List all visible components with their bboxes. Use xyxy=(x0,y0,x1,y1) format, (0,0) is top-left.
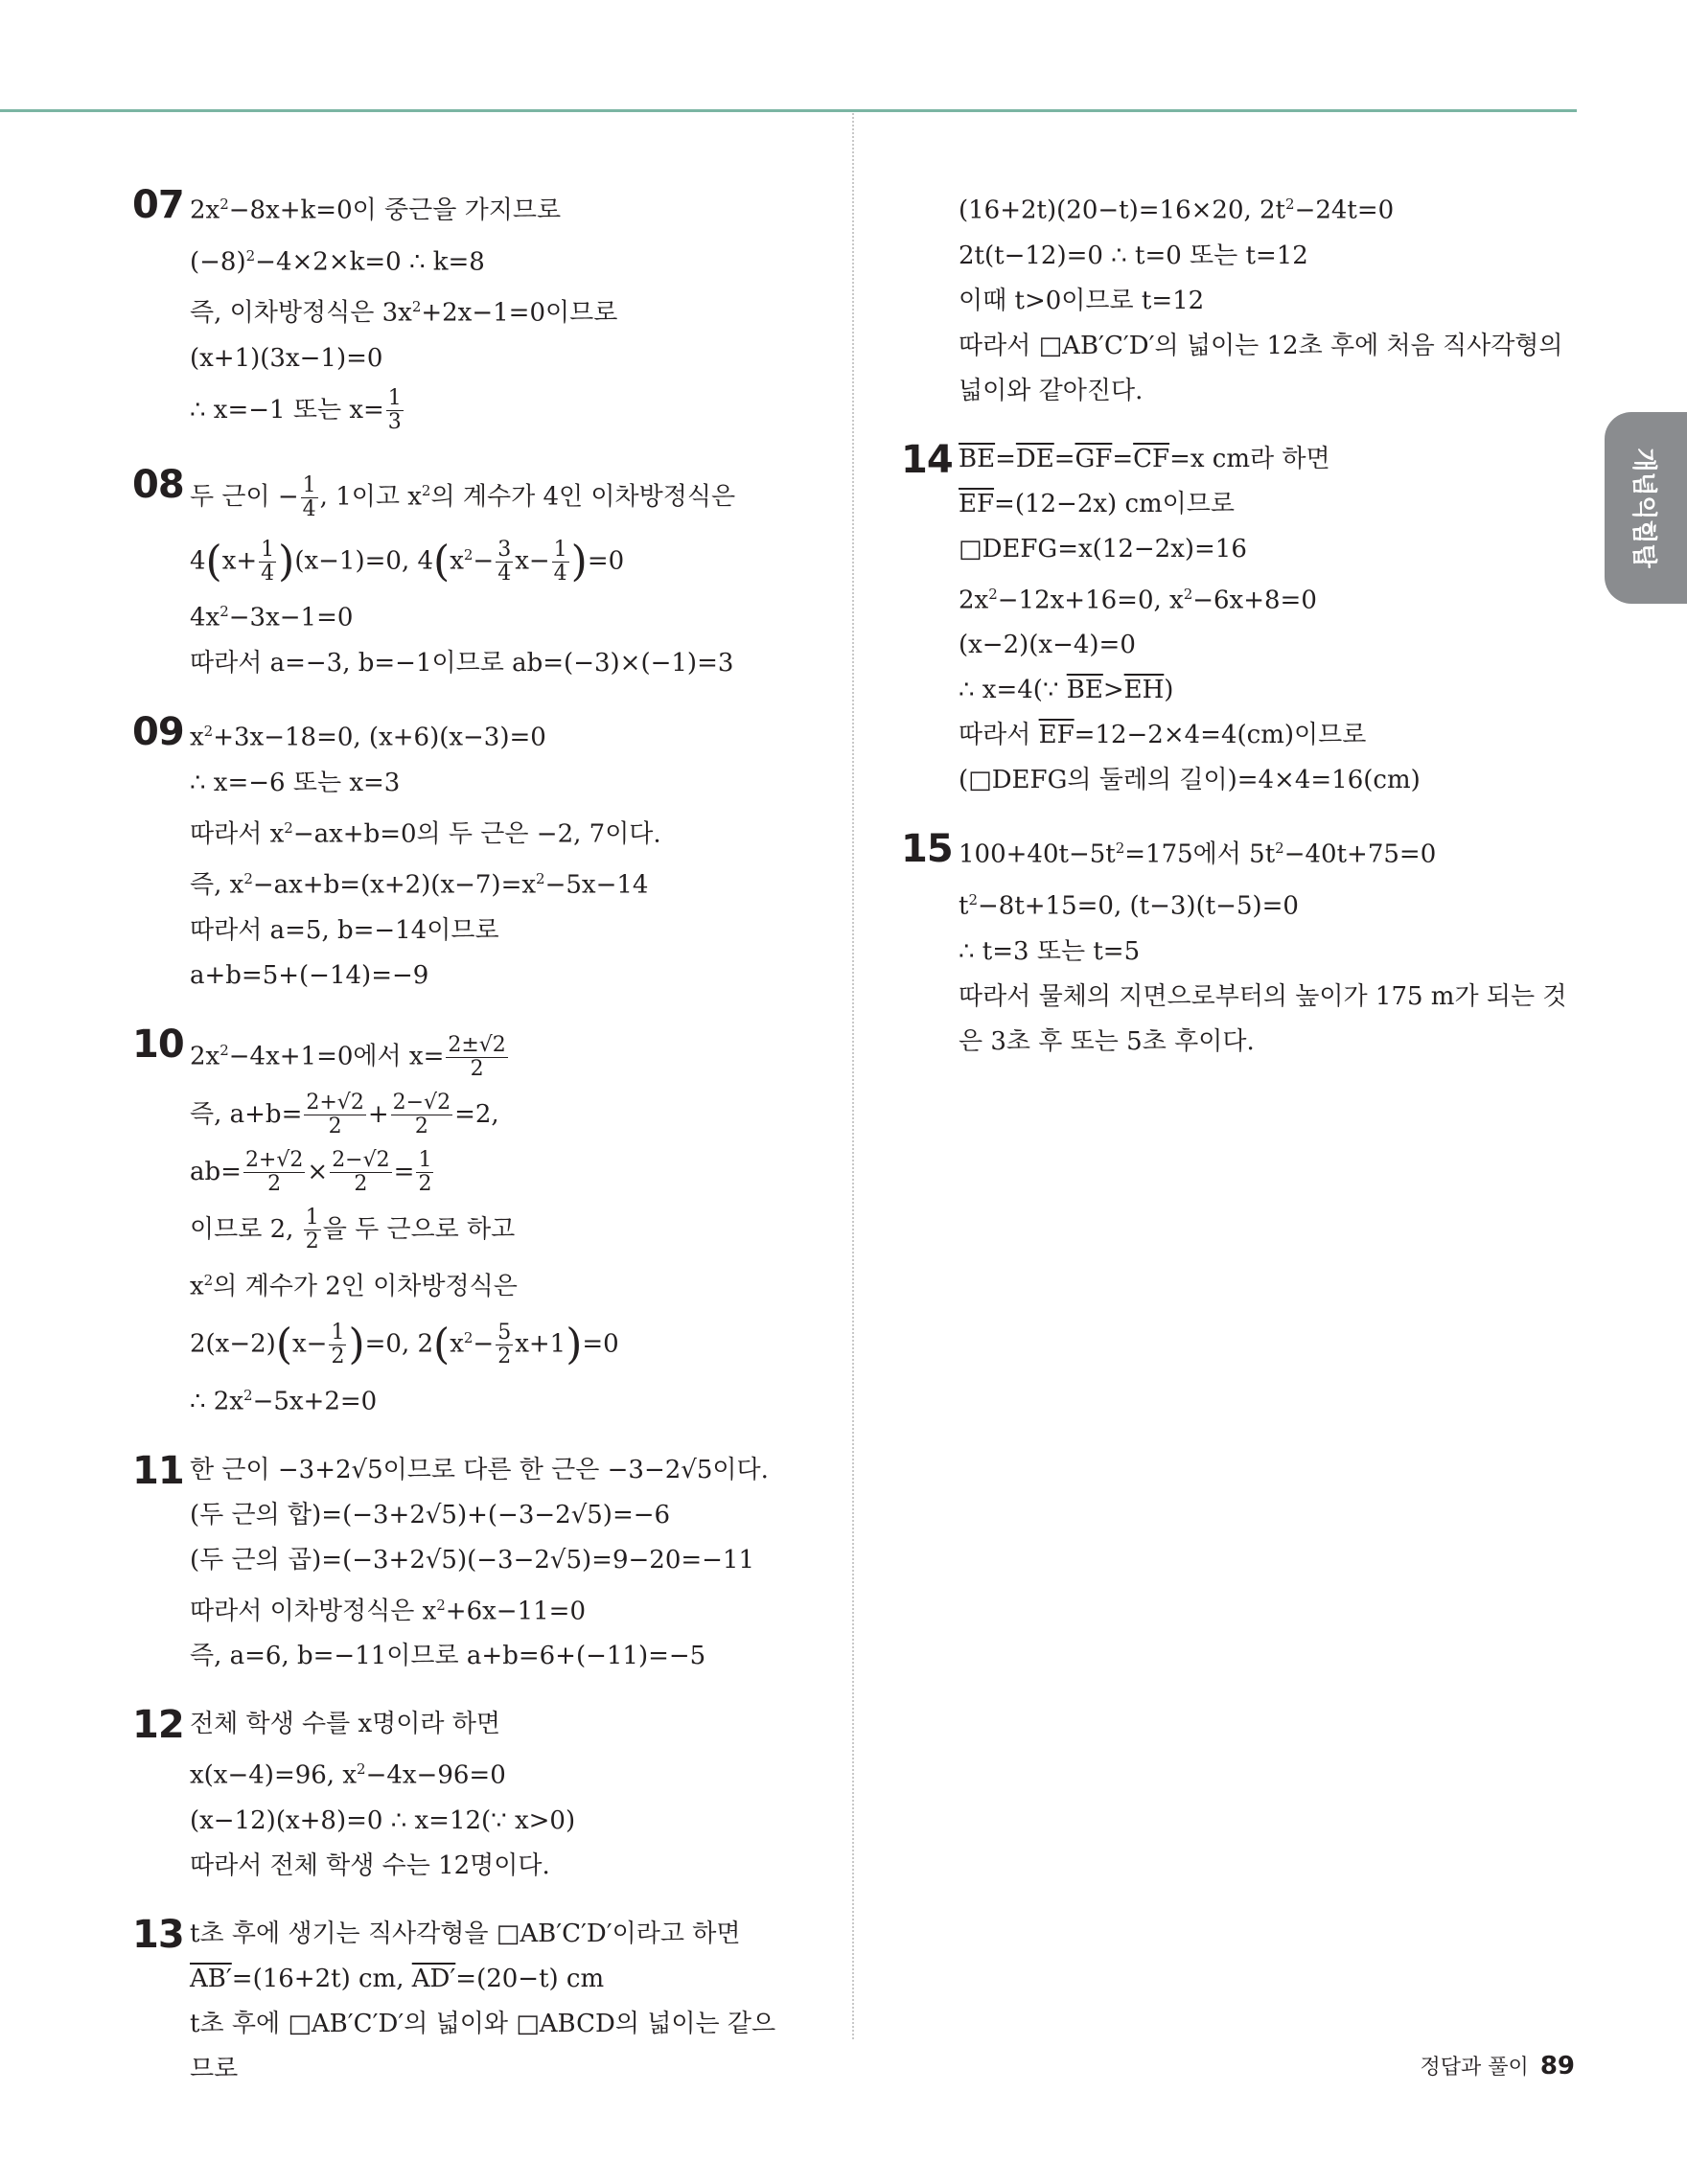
solution-line: $4x^2-3x-1=0$ xyxy=(190,603,354,632)
solution-line: ∴ $2x^2-5x+2=0$ xyxy=(190,1386,378,1416)
fraction: $\frac{2+√2}{2}$ xyxy=(306,1091,364,1139)
problem-number: 13 xyxy=(132,1912,184,1957)
fraction: $\frac{2+√2}{2}$ xyxy=(244,1148,304,1197)
fraction: $\frac{2-√2}{2}$ xyxy=(332,1148,390,1197)
solution-line: ∴ x=−1 또는 x= $\frac{1}{3}$ xyxy=(190,386,402,435)
solution-line: a+b=5+(−14)=−9 xyxy=(190,960,429,990)
problem-13-continued xyxy=(901,182,1582,414)
solution-line: 따라서 $x^2-ax+b=0$의 두 근은 −2, 7이다. xyxy=(190,818,661,849)
left-column xyxy=(132,182,822,2115)
problem-11 xyxy=(132,1448,822,1680)
solution-line: 넓이와 같아진다. xyxy=(959,376,1144,405)
solution-line: 따라서 a=−3, b=−1이므로 ab=(−3)×(−1)=3 xyxy=(190,648,734,678)
problem-number: 07 xyxy=(132,183,184,227)
solution-line: 이때 t>0이므로 t=12 xyxy=(959,286,1205,315)
solution-line: (두 근의 합)=(−3+2√5)+(−3−2√5)=−6 xyxy=(190,1500,671,1529)
fraction: $\frac{1}{2}$ xyxy=(305,1206,319,1254)
right-column xyxy=(901,182,1582,1088)
column-divider xyxy=(852,113,854,2039)
solution-line: (x+1)(3x−1)=0 xyxy=(190,343,383,373)
solution-line: ∴ x=−6 또는 x=3 xyxy=(190,768,401,797)
solution-line: t초 후에 생기는 직사각형을 □AB′C′D′이라고 하면 xyxy=(190,1919,741,1948)
fraction: $\frac{1}{4}$ xyxy=(553,537,567,586)
solution-line: 즉, $x^2-ax+b=(x+2)(x-7)=x^2-5x-14$ xyxy=(190,870,649,900)
solution-line: 즉, 이차방정식은 $3x^2+2x-1=0$이므로 xyxy=(190,298,618,328)
solution-line: 따라서 물체의 지면으로부터의 높이가 175 m가 되는 것 xyxy=(959,981,1567,1011)
solution-line: 한 근이 −3+2√5이므로 다른 한 근은 −3−2√5이다. xyxy=(190,1455,769,1484)
solution-line: 따라서 이차방정식은 $x^2+6x-11=0$ xyxy=(190,1596,586,1626)
problem-number: 09 xyxy=(132,709,184,754)
solution-line: 2(x−2)(x− $\frac{1}{2}$ )=0, $2(x^2-$ $\frac{5}{2}$ x+1)=0 xyxy=(190,1320,619,1369)
solution-line: $100+40t-5t^2=175$에서 $5t^2-40t+75=0$ xyxy=(959,839,1437,869)
solution-line: $\overline{EF}=(12-2x)$ cm이므로 xyxy=(959,489,1236,518)
fraction: $\frac{3}{4}$ xyxy=(497,537,512,586)
fraction: $\frac{1}{3}$ xyxy=(387,386,402,435)
solution-line: 므로 xyxy=(190,2054,239,2083)
solution-line: $2x^2-8x+k=0$이 중근을 가지므로 xyxy=(190,195,562,225)
solution-line: $t^2-8t+15=0$, (t−3)(t−5)=0 xyxy=(959,890,1299,921)
solution-line: 따라서 $\overline{EF}=12-2\times 4=4(cm)$이므로 xyxy=(959,721,1367,750)
page-number: 89 xyxy=(1539,2052,1575,2081)
problem-09 xyxy=(132,709,822,999)
solution-line: $2x^2-12x+16=0$, $x^2-6x+8=0$ xyxy=(959,585,1317,615)
footer-label: 정답과 풀이 xyxy=(1420,2056,1529,2080)
solution-line: AB′=(16+2t) cm, AD′=(20−t) cm xyxy=(190,1964,605,1993)
problem-number: 10 xyxy=(132,1022,184,1067)
solution-line: 은 3초 후 또는 5초 후이다. xyxy=(959,1026,1255,1056)
solution-line: 따라서 a=5, b=−14이므로 xyxy=(190,915,499,945)
fraction: $\frac{1}{4}$ xyxy=(302,473,316,522)
problem-13 xyxy=(132,1912,822,2092)
problem-07 xyxy=(132,182,822,439)
solution-line: (□DEFG의 둘레의 길이)=4×4=16(cm) xyxy=(959,766,1421,795)
problem-12 xyxy=(132,1702,822,1889)
solution-line: (x−12)(x+8)=0 ∴ x=12(∵ x>0) xyxy=(190,1805,576,1835)
fraction: $\frac{2-√2}{2}$ xyxy=(392,1091,451,1139)
solution-line: $x^2+3x-18=0$, (x+6)(x−3)=0 xyxy=(190,722,546,752)
solution-line: (16+2t)(20−t)=16×20, $2t^2-24t=0$ xyxy=(959,195,1395,225)
solution-line: ab= $\frac{2+√2}{2}$ × $\frac{2-√2}{2}$ = $\frac{1}{2}$ xyxy=(190,1148,432,1197)
problem-number: 14 xyxy=(901,437,953,482)
fraction: $\frac{2\pm√2}{2}$ xyxy=(448,1033,506,1082)
problem-number: 12 xyxy=(132,1703,184,1748)
problem-15 xyxy=(901,826,1582,1064)
solution-line: 2t(t−12)=0 ∴ t=0 또는 t=12 xyxy=(959,241,1308,270)
problem-number: 11 xyxy=(132,1448,184,1493)
header-rule xyxy=(0,109,1577,112)
solution-line: ∴ x=4(∵ $\overline{BE}>\overline{EH}$) xyxy=(959,676,1174,705)
fraction: $\frac{1}{2}$ xyxy=(418,1148,432,1197)
solution-line: x(x−4)=96, $x^2-4x-96=0$ xyxy=(190,1760,506,1790)
chapter-tab-label: 개념익힘탑 xyxy=(1629,448,1658,568)
solution-line: $x^2$의 계수가 2인 이차방정식은 xyxy=(190,1271,518,1301)
solution-line: $2x^2-4x+1=0$에서 x= $\frac{2\pm√2}{2}$ xyxy=(190,1033,506,1082)
fraction: $\frac{5}{2}$ xyxy=(497,1321,512,1369)
solution-line: 따라서 전체 학생 수는 12명이다. xyxy=(190,1851,550,1880)
solution-line: (두 근의 곱)=(−3+2√5)(−3−2√5)=9−20=−11 xyxy=(190,1545,755,1575)
solution-line: 4(x+ $\frac{1}{4}$ )(x−1)=0, $4(x^2-$ $\frac{3}{4}$ x− $\frac{1}{4}$ )=0 xyxy=(190,537,625,586)
solution-line: 이므로 2, $\frac{1}{2}$ 을 두 근으로 하고 xyxy=(190,1206,516,1254)
page-footer xyxy=(1421,2051,1575,2081)
solution-line: ∴ t=3 또는 t=5 xyxy=(959,936,1141,966)
problem-10 xyxy=(132,1022,822,1425)
solution-line: 따라서 □AB′C′D′의 넓이는 12초 후에 처음 직사각형의 xyxy=(959,331,1563,360)
solution-line: 즉, a+b= $\frac{2+√2}{2}$ + $\frac{2-√2}{2}$ =2, xyxy=(190,1091,499,1139)
problem-number: 15 xyxy=(901,827,953,872)
solution-line: 전체 학생 수를 x명이라 하면 xyxy=(190,1710,500,1739)
problem-08 xyxy=(132,462,822,686)
chapter-tab[interactable] xyxy=(1605,412,1687,604)
problem-14 xyxy=(901,437,1582,804)
solution-line: t초 후에 □AB′C′D′의 넓이와 □ABCD의 넓이는 같으 xyxy=(190,2009,776,2038)
solution-line: $\overline{BE}=\overline{DE}=\overline{GF}=\overline{CF}=x$ cm라 하면 xyxy=(959,444,1330,473)
solution-line: 즉, a=6, b=−11이므로 a+b=6+(−11)=−5 xyxy=(190,1642,706,1671)
solution-line: □DEFG=x(12−2x)=16 xyxy=(959,534,1247,563)
solution-line: $(-8)^2-4\times 2\times k=0$ ∴ k=8 xyxy=(190,246,485,277)
fraction: $\frac{1}{2}$ xyxy=(331,1321,345,1369)
problem-number: 08 xyxy=(132,462,184,507)
solution-line: (x−2)(x−4)=0 xyxy=(959,631,1136,660)
fraction: $\frac{1}{4}$ xyxy=(261,537,275,586)
solution-line: 두 근이 − $\frac{1}{4}$ , 1이고 $x^2$의 계수가 4인 이차방정식은 xyxy=(190,473,736,522)
